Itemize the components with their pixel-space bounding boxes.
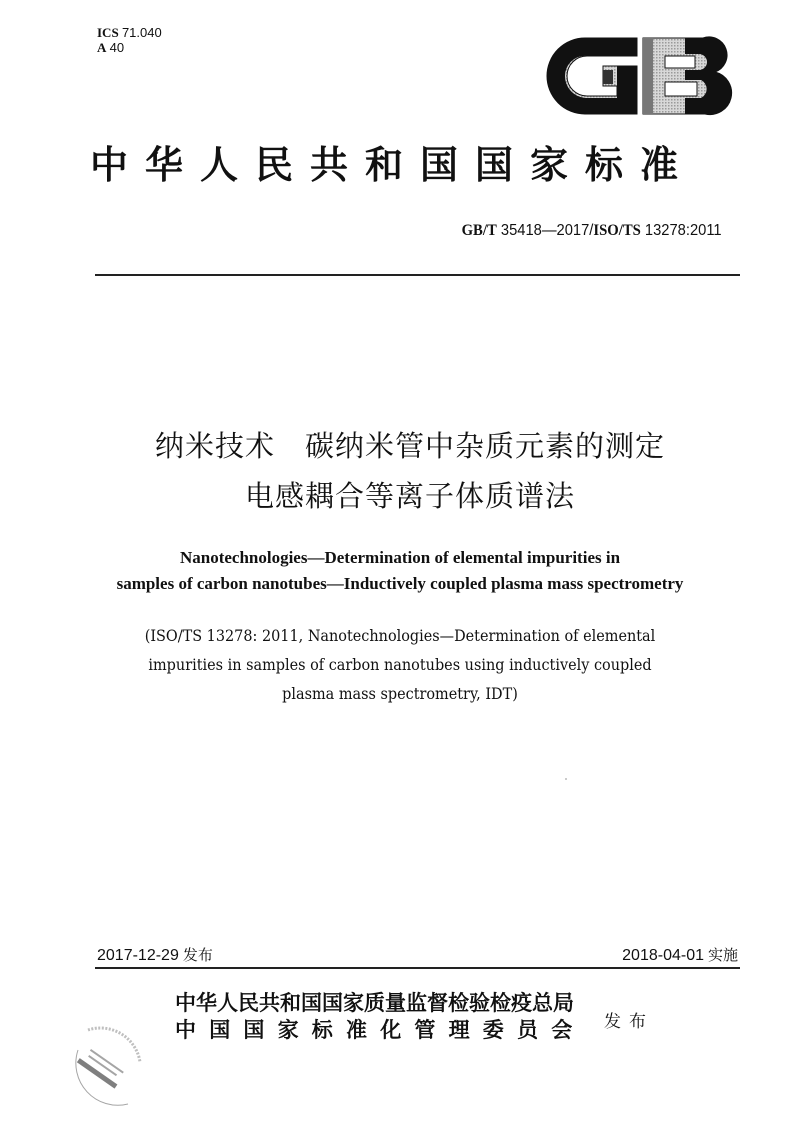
implementation-date-label: 实施: [707, 946, 738, 964]
issuer-line-2: 中国国家标准化管理委员会: [175, 1017, 586, 1042]
gb-logo-icon: [545, 36, 735, 116]
ccs-value: 40: [109, 40, 125, 55]
iso-reference-line-2: impurities in samples of carbon nanotubes using inductively coupled: [148, 656, 652, 674]
footer-divider: [95, 967, 740, 969]
scan-speck: [565, 778, 567, 780]
header-divider: [95, 274, 740, 276]
cn-title-line-2: 电感耦合等离子体质谱法: [244, 479, 575, 513]
ics-label: ICS: [97, 25, 119, 40]
classification-codes: [97, 25, 162, 55]
issue-date-value: 2017-12-29: [97, 947, 179, 964]
implementation-date-value: 2018-04-01: [622, 947, 704, 964]
standard-number: [462, 221, 722, 241]
ccs-label: A: [97, 40, 107, 55]
ics-code: [97, 25, 162, 40]
standard-category-title: 中华人民共和国国家标准: [90, 142, 696, 187]
watermark-stamp-icon: [58, 1022, 154, 1108]
implementation-date: [622, 944, 738, 965]
issue-date: [97, 944, 213, 965]
en-title-line-1: Nanotechnologies—Determination of elemental impurities in: [179, 548, 621, 567]
standard-number-prefix: GB/T: [461, 222, 498, 239]
iso-reference-line-1: (ISO/TS 13278: 2011, Nanotechnologies—Determination of elemental: [144, 627, 656, 645]
issuer-line-1: 中华人民共和国国家质量监督检验检疫总局: [175, 990, 574, 1015]
issued-label: 发布: [604, 1012, 654, 1032]
iso-reference-line-3: plasma mass spectrometry, IDT): [282, 685, 518, 703]
standard-number-value: 35418—2017/: [501, 222, 594, 239]
iso-prefix: ISO/TS: [593, 222, 642, 239]
issue-date-label: 发布: [182, 946, 213, 964]
iso-number: 13278:2011: [645, 222, 722, 239]
cn-title-line-1: 纳米技术 碳纳米管中杂质元素的测定: [154, 429, 665, 463]
ccs-code: [97, 40, 162, 55]
ics-value: 71.040: [121, 25, 162, 40]
en-title-line-2: samples of carbon nanotubes—Inductively coupled plasma mass spectrometry: [116, 574, 684, 593]
